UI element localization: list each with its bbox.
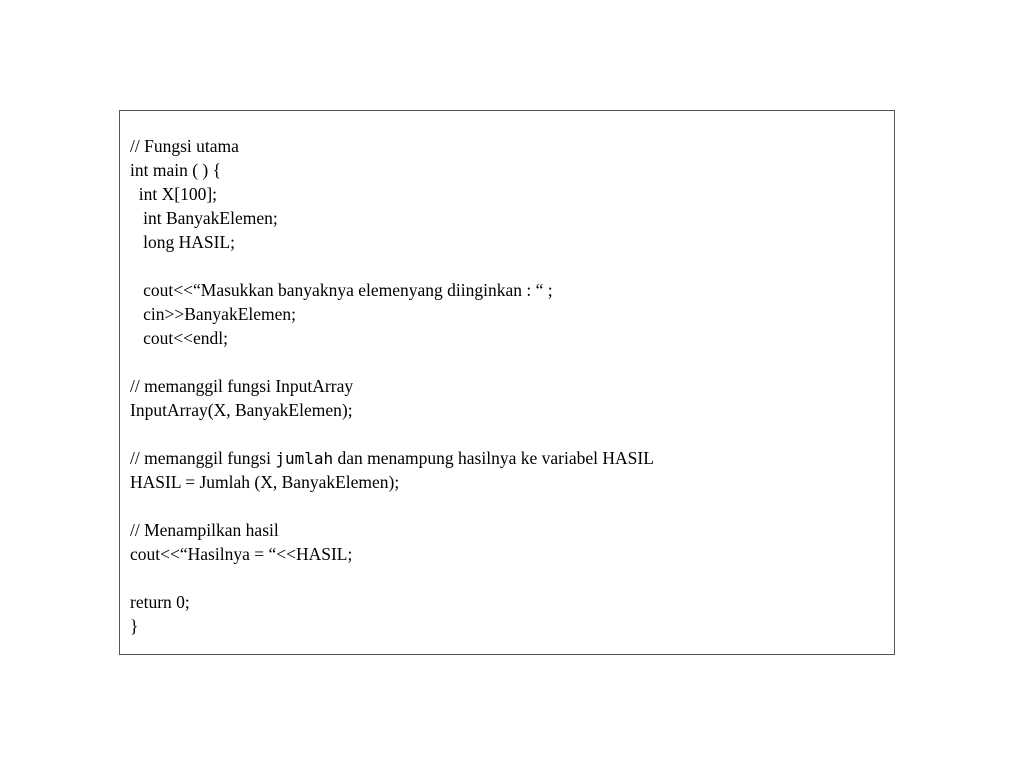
blank-line: [130, 566, 884, 590]
prompt-output: cout<<“Masukkan banyaknya elemenyang diinginkan : “ ;: [130, 280, 553, 300]
comment-call-input-array: // memanggil fungsi InputArray: [130, 376, 354, 396]
blank-line: [130, 254, 884, 278]
main-signature: int main ( ) {: [130, 160, 222, 180]
comment-suffix: dan menampung hasilnya ke variabel HASIL: [333, 448, 654, 468]
declare-array-x: int X[100];: [130, 184, 218, 204]
comment-prefix: // memanggil fungsi: [130, 448, 276, 468]
comment-main-function: // Fungsi utama: [130, 136, 239, 156]
blank-line: [130, 350, 884, 374]
declare-banyak-elemen: int BanyakElemen;: [130, 208, 278, 228]
read-input: cin>>BanyakElemen;: [130, 304, 297, 324]
comment-call-jumlah: [130, 446, 884, 470]
assign-hasil: HASIL = Jumlah (X, BanyakElemen);: [130, 472, 400, 492]
call-input-array: InputArray(X, BanyakElemen);: [130, 400, 353, 420]
comment-show-result: // Menampilkan hasil: [130, 520, 279, 540]
closing-brace: }: [130, 616, 139, 636]
function-name-jumlah: jumlah: [275, 449, 334, 468]
print-result: cout<<“Hasilnya = “<<HASIL;: [130, 544, 353, 564]
code-listing: [119, 110, 895, 655]
declare-hasil: long HASIL;: [130, 232, 235, 252]
return-statement: return 0;: [130, 592, 190, 612]
blank-line: [130, 494, 884, 518]
blank-line: [130, 422, 884, 446]
print-endl: cout<<endl;: [130, 328, 228, 348]
